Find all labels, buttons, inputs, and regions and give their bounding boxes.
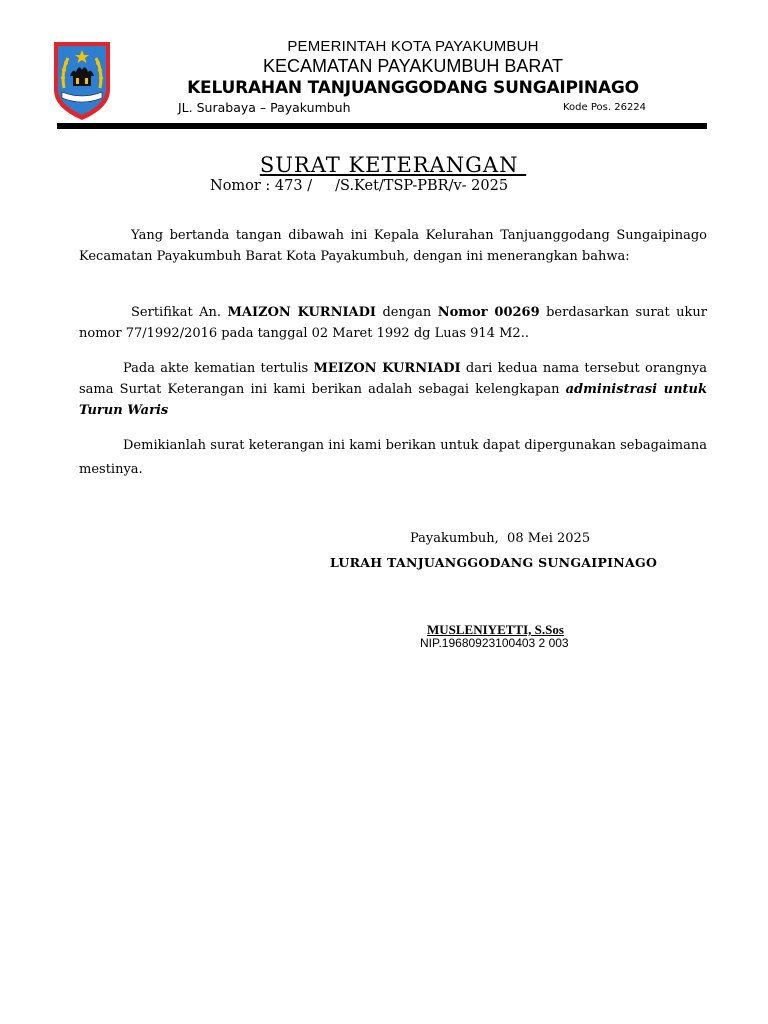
certificate-text-mid: dengan: [376, 305, 438, 320]
government-name: PEMERINTAH KOTA PAYAKUMBUH: [287, 38, 539, 55]
death-cert-text-after: dari kedua nama tersebut orangnya sama Surtat Keterangan ini kami berikan adalah sebagai kelengkapan: [79, 361, 707, 397]
signatory-nip: NIP.19680923100403 2 003: [420, 636, 569, 650]
paragraph-opening: [79, 225, 707, 267]
document-number: Nomor : 473 / /S.Ket/TSP-PBR/v- 2025: [210, 178, 509, 194]
certificate-owner-name: MAIZON KURNIADI: [227, 305, 376, 320]
city-emblem-shield-icon: [50, 38, 114, 122]
paragraph-closing-text: Demikianlah surat keterangan ini kami berikan untuk dapat dipergunakan sebagaimana mestinya.: [79, 438, 707, 477]
certificate-text-before: Sertifikat An.: [131, 305, 228, 320]
document-title: SURAT KETERANGAN: [259, 153, 527, 177]
certificate-number: Nomor 00269: [437, 305, 540, 320]
village-name: KELURAHAN TANJUANGGODANG SUNGAIPINAGO: [187, 78, 639, 98]
district-name: KECAMATAN PAYAKUMBUH BARAT: [262, 56, 564, 76]
purpose-text: administrasi untuk Turun Waris: [79, 382, 707, 418]
signatory-name: MUSLENIYETTI, S.Sos: [427, 622, 564, 637]
paragraph-opening-text: Yang bertanda tangan dibawah ini Kepala Kelurahan Tanjuanggodang Sungaipinago Kecamatan Payakumbuh Barat Kota Payakumbuh, dengan ini menerangkan bahwa:: [79, 228, 707, 264]
paragraph-closing: [79, 434, 707, 482]
letterhead-divider: [57, 123, 707, 129]
paragraph-certificate: [79, 302, 707, 344]
paragraph-death-certificate: [79, 358, 707, 421]
death-cert-name: MEIZON KURNIADI: [313, 361, 461, 376]
death-cert-text-before: Pada akte kematian tertulis: [123, 361, 314, 376]
place-and-date: Payakumbuh, 08 Mei 2025: [410, 531, 591, 546]
postal-code: Kode Pos. 26224: [563, 102, 647, 113]
certificate-text-after: berdasarkan surat ukur nomor 77/1992/2016 pada tanggal 02 Maret 1992 dg Luas 914 M2..: [79, 305, 707, 341]
office-address: JL. Surabaya – Payakumbuh: [178, 100, 351, 115]
signatory-position: LURAH TANJUANGGODANG SUNGAIPINAGO: [330, 555, 658, 570]
